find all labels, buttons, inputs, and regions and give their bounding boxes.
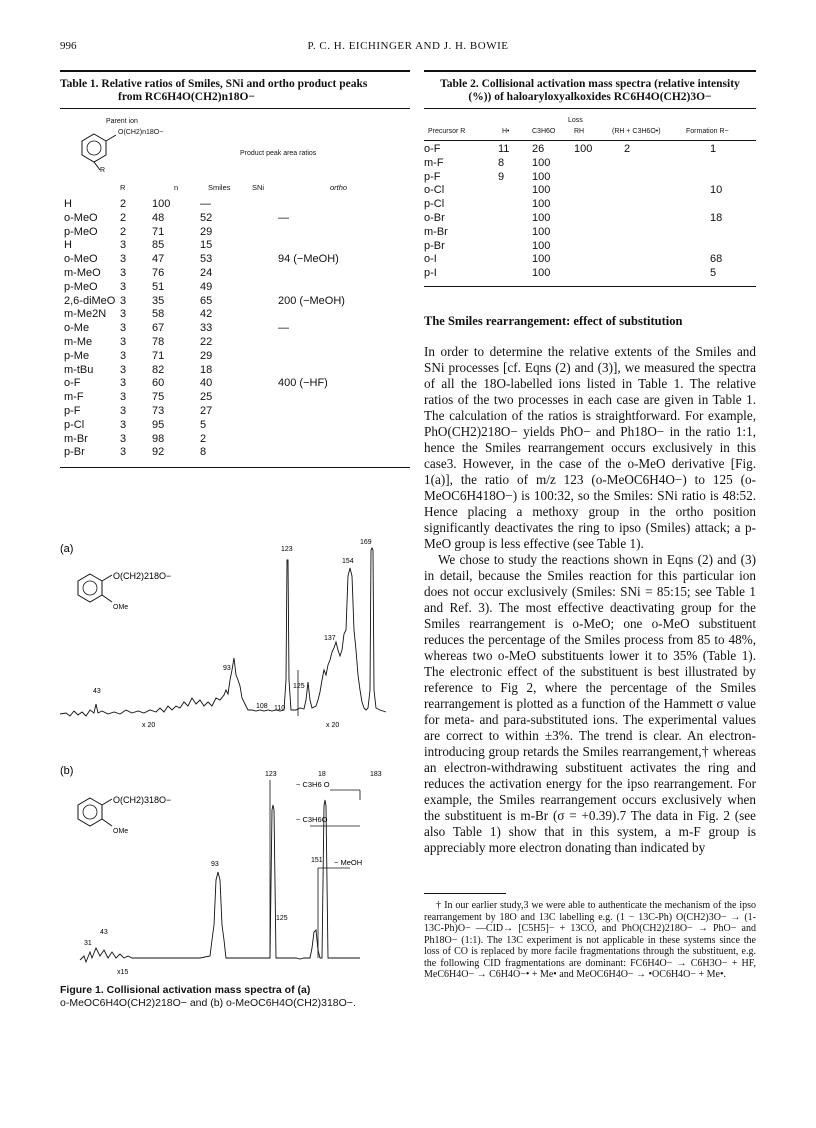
table2-cell: 100 <box>532 225 551 238</box>
panel-a-structure-label: O(CH2)218O− <box>113 571 172 581</box>
table2-cell: 100 <box>532 156 551 169</box>
table2-cell: 100 <box>532 212 551 224</box>
table2-row <box>424 157 756 168</box>
table1-cell: 3 <box>120 377 127 390</box>
figure1-caption-line2: o-MeOC6H4O(CH2)218O− and (b) o-MeOC6H4O(CH2)318O−. <box>60 996 356 1009</box>
table2-header-rule <box>424 140 756 141</box>
table2-row <box>424 143 756 154</box>
table1-cell: 8 <box>200 446 207 459</box>
table1-cell: 22 <box>200 336 213 348</box>
panel-b-annotation-c3h6o-18: − C3H6 O <box>296 780 330 789</box>
table1-caption-line2: from RC6H4O(CH2)n18O− <box>118 91 255 103</box>
table1-cell: 3 <box>120 432 127 445</box>
footnote-text: † In our earlier study,3 we were able to authenticate the mechanism of the ipso rearrangement by 18O and 13C labelling e.g. (1 − 13C-Ph) O(CH2)3O− → (1-13C-Ph)O− —CID→ [C5H5]− + 13CO, and PhO(CH2)218O− → PhO− and Ph18O− (1:1). The 13C experiment is not applicable in these systems since the loss of CO is replaced by more facile fragmentations through the substituent, e.g. the following CID fragmentations are dominant: FC6H4O− → C6H3O− + HF, MeC6H4O− → C6H4O−• + Me• and MeOC6H4O− → •OC6H4O− + Me•. <box>424 900 756 980</box>
table2-row <box>424 267 756 278</box>
table1-cell: 3 <box>120 322 127 335</box>
table2-cell: o-F <box>424 143 441 155</box>
table2-cell: m-Br <box>424 225 448 238</box>
table1-cell: 24 <box>200 267 213 279</box>
table2-cell: 5 <box>710 267 717 280</box>
table1-cell: m-F <box>64 391 84 404</box>
table2-col-c3h6o: C3H6O <box>532 128 556 135</box>
panel-b-peak-31: 31 <box>84 940 92 947</box>
table2-cell: 8 <box>498 156 505 169</box>
table2-cell: 100 <box>532 170 551 183</box>
table1-cell: 2 <box>120 198 127 210</box>
table1-cell: 94 (−MeOH) <box>278 253 339 266</box>
table1-row <box>64 253 404 264</box>
figure1-caption <box>60 984 410 1009</box>
body-paragraph-1: In order to determine the relative extents of the Smiles and SNi processes [cf. Eqns (2) and (3)], we measured the spectra of all the 18O-labelled ions listed in Table 1. The relative ratios of the two processes in each case are given in Table 1. The calculation of the ratios is straightforward. For example, PhO(CH2)218O− yields PhO− and Ph18O− in the ratio 1:1, hence the Smiles rearrangement occurs exclusively in this case3. However, in the case of the o-MeO derivative [Fig. 1(a)], the ratio of m/z 123 (o-MeOC6H4O−) to 125 (o-MeOC6H418O−) is 100:32, so the Smiles: SNi ratio is 48:52. Hence placing a methoxy group in the ortho position significantly deactivates the ring to ipso (Smiles) attack; a p-MeO group is less effective (see Table 1). <box>424 344 756 551</box>
panel-b-annotation-c3h6o: − C3H6O <box>296 815 328 824</box>
table2-cell: 10 <box>710 184 723 197</box>
table1-structure-substituent: R <box>100 167 106 174</box>
table1-row <box>64 322 404 333</box>
table1-cell: 2 <box>120 225 127 238</box>
table1-cell: 95 <box>152 418 165 431</box>
table1-cell: 35 <box>152 294 165 307</box>
table1-cell: 85 <box>152 239 165 252</box>
table2-header-row <box>424 128 756 140</box>
table1-body <box>64 198 410 460</box>
table2-row <box>424 253 756 264</box>
table1-cell: — <box>278 322 289 335</box>
table1-cell: 58 <box>152 308 165 321</box>
panel-a-peak-137: 137 <box>324 635 336 642</box>
table1-cell: 5 <box>200 418 207 431</box>
table1-cell: 51 <box>152 280 165 293</box>
table1-cell: 73 <box>152 405 165 417</box>
table1-cell: 65 <box>200 294 213 307</box>
table1-cell: 29 <box>200 225 213 238</box>
table1-row <box>64 295 404 306</box>
table1-cell: 76 <box>152 267 165 279</box>
footnote-rule <box>424 893 506 894</box>
table2-caption <box>424 78 756 104</box>
table2-col-h: H• <box>502 128 510 135</box>
table1-cell: 3 <box>120 267 127 279</box>
table1-structure-label: O(CH2)n18O− <box>118 129 164 136</box>
panel-b-peak-125: 125 <box>276 915 288 922</box>
panel-b-structure <box>78 795 171 835</box>
table1-row <box>64 336 404 347</box>
table1-cell: 3 <box>120 349 127 362</box>
table1-row <box>64 198 404 209</box>
table1-col-r: R <box>120 183 126 192</box>
table1-col-n: n <box>174 183 179 192</box>
table1-cell: 71 <box>152 349 165 362</box>
panel-a-structure <box>78 571 171 611</box>
table1-top-rule <box>60 70 410 72</box>
figure1-panel-a <box>60 539 386 729</box>
table1-cell: 78 <box>152 336 165 348</box>
table2-row <box>424 212 756 223</box>
table1-cell: 3 <box>120 446 127 459</box>
table1-cell: m-tBu <box>64 363 94 376</box>
table2-top-rule <box>424 70 756 72</box>
table2-cell: 100 <box>532 184 551 197</box>
panel-a-peak-125: 125 <box>293 683 305 690</box>
table1-cell: H <box>64 198 72 210</box>
table1-cell: 71 <box>152 225 165 238</box>
panel-b-magnification: x15 <box>117 969 129 976</box>
table2-cell: 68 <box>710 253 723 266</box>
table1-header-row <box>60 183 410 195</box>
table1-cell: 15 <box>200 239 213 252</box>
panel-a-label: (a) <box>60 543 74 555</box>
panel-a-substituent: OMe <box>113 604 129 611</box>
table1-cell: p-Cl <box>64 418 85 431</box>
table1-cell: 2 <box>200 432 207 445</box>
table2-cell: p-Br <box>424 239 445 252</box>
table1-cell: 82 <box>152 363 165 376</box>
table2-loss-label: Loss <box>568 117 583 124</box>
panel-a-peak-169: 169 <box>360 539 372 546</box>
table1-cell: 3 <box>120 336 127 348</box>
table1-row <box>64 433 404 444</box>
table2-caption-line1: Table 2. Collisional activation mass spectra (relative intensity <box>440 78 740 90</box>
table1-cell: 3 <box>120 253 127 266</box>
panel-a-peak-43: 43 <box>93 688 101 695</box>
table1-parent-ion-label: Parent ion <box>106 118 138 125</box>
table1-row <box>64 419 404 430</box>
table2-cell: 1 <box>710 143 717 155</box>
table1-cell: 33 <box>200 322 213 335</box>
table1-cell: 18 <box>200 363 213 376</box>
table2-cell: o-Cl <box>424 184 445 197</box>
table1-cell: 29 <box>200 349 213 362</box>
table2-cell: 100 <box>532 198 551 211</box>
table2-row <box>424 184 756 195</box>
table2-col-rh-c3h6o: (RH + C3H6O•) <box>612 128 661 135</box>
table1-cell: m-MeO <box>64 267 101 279</box>
table1-cell: 27 <box>200 405 213 417</box>
table1-cell: 3 <box>120 294 127 307</box>
panel-b-peak-151: 151 <box>311 857 323 864</box>
panel-a-peak-154: 154 <box>342 558 354 565</box>
table1-cell: — <box>200 198 211 210</box>
table2-row <box>424 171 756 182</box>
footnote <box>424 900 756 981</box>
table2-cell: 100 <box>532 253 551 266</box>
panel-b-structure-label: O(CH2)318O− <box>113 795 172 805</box>
table1-cell: p-Br <box>64 446 85 459</box>
panel-b-peak-18: 18 <box>318 771 326 778</box>
table1-cell: m-Me <box>64 336 93 348</box>
table2-row <box>424 226 756 237</box>
table1-cell: 3 <box>120 405 127 417</box>
figure1-panel-b <box>60 765 382 976</box>
panel-b-label: (b) <box>60 765 74 777</box>
table1-cell: 92 <box>152 446 165 459</box>
table1-cell: 400 (−HF) <box>278 377 328 390</box>
table2-cell: 2 <box>624 143 631 155</box>
table2-cell: 100 <box>574 143 593 155</box>
table2-col-precursor: Precursor R <box>428 128 466 135</box>
body-paragraph-2: We chose to study the reactions shown in Eqns (2) and (3) in detail, because the Smiles reaction for this particular ion does not occur exclusively (Smiles: SNi = 85:15; see Table 1 and Ref. 3). The most effective deactivating group for the Smiles rearrangement is o-MeO; one o-MeO substituent reduces the percentage of the Smiles process from 85 to 48%, whereas two o-MeO substituents lower it to 35% (Table 1). The electronic effect of the substituent is best illustrated by reference to Fig 2, where the percentage of the Smiles rearrangement is plotted as a function of the Hammett σ value for meta- and para-substituted ions. The experimental values are correct to within ±3%. The trend is clear. An electron-introducing group retards the Smiles rearrangement,† whereas an electron-withdrawing substituent activates the ring and reduces the activation energy for the ipso rearrangement. For example, the Smiles rearrangement occurs exclusively when the substituent is m-Br (σ = +0.39).7 The data in Fig. 2 (see also Table 1) show that in this system, a m-F group is appreciably more electron donating than indicated by <box>424 552 756 855</box>
table2-cell: 11 <box>498 143 510 155</box>
table1-caption-rule <box>60 108 410 109</box>
table1-row <box>64 446 404 457</box>
table1-cell: 3 <box>120 418 127 431</box>
table2-caption-rule <box>424 108 756 109</box>
table1-cell: 25 <box>200 391 213 404</box>
panel-a-trace <box>60 548 386 716</box>
section-heading: The Smiles rearrangement: effect of substitution <box>424 314 683 328</box>
table1-cell: 40 <box>200 377 213 390</box>
table1-cell: 75 <box>152 391 165 404</box>
table1-cell: p-MeO <box>64 280 98 293</box>
table1-row <box>64 350 404 361</box>
table1-cell: 52 <box>200 211 213 224</box>
panel-a-peak-93: 93 <box>223 665 231 672</box>
table2-cell: p-F <box>424 170 441 183</box>
table1-cell: p-MeO <box>64 225 98 238</box>
panel-a-peak-108: 108 <box>256 703 268 710</box>
table1-cell: — <box>278 211 289 224</box>
table2-cell: m-F <box>424 156 444 169</box>
table2-col-formation: Formation R− <box>686 128 729 135</box>
panel-b-peak-93: 93 <box>211 861 219 868</box>
panel-b-substituent: OMe <box>113 828 129 835</box>
table1-cell: H <box>64 239 72 252</box>
table1-row <box>64 377 404 388</box>
panel-a-peak-110: 110 <box>274 705 286 712</box>
table1-cell: 3 <box>120 239 127 252</box>
table1-cell: 49 <box>200 280 213 293</box>
table1-cell: m-Me2N <box>64 308 107 321</box>
table1-cell: 98 <box>152 432 165 445</box>
table2-cell: 100 <box>532 239 551 252</box>
table1-row <box>64 308 404 319</box>
panel-a-magnification-left: x 20 <box>142 722 156 729</box>
table1-cell: 200 (−MeOH) <box>278 294 345 307</box>
table1-row <box>64 364 404 375</box>
table1-cell: 3 <box>120 308 127 321</box>
table1-cell: 3 <box>120 391 127 404</box>
table2-cell: p-Cl <box>424 198 445 211</box>
table2-cell: 9 <box>498 170 505 183</box>
body-text <box>424 344 756 856</box>
table1-cell: o-F <box>64 377 81 390</box>
table1-row <box>64 212 404 223</box>
panel-a-magnification-right: x 20 <box>326 722 340 729</box>
table1-cell: 2 <box>120 211 127 224</box>
table2-bottom-rule <box>424 286 756 287</box>
table2-cell: 18 <box>710 212 723 224</box>
table1-row <box>64 239 404 250</box>
table1-row <box>64 281 404 292</box>
table1-product-header: Product peak area ratios <box>240 150 317 157</box>
table1-cell: p-F <box>64 405 81 417</box>
table2-col-rh: RH <box>574 128 585 135</box>
table1-cell: 47 <box>152 253 165 266</box>
table1-row <box>64 405 404 416</box>
figure1-spectra <box>60 530 410 982</box>
table1-col-smiles: Smiles <box>208 183 231 192</box>
table2-row <box>424 198 756 209</box>
table1-caption <box>60 78 410 104</box>
table1-cell: m-Br <box>64 432 88 445</box>
table1-col-ortho: ortho <box>330 183 348 192</box>
page-number: 996 <box>60 40 77 52</box>
table2-cell: 26 <box>532 143 545 155</box>
table1-cell: o-MeO <box>64 253 98 266</box>
panel-b-annotation-meoh: − MeOH <box>334 858 363 867</box>
table2-row <box>424 240 756 251</box>
table1-cell: 100 <box>152 198 171 210</box>
table2-cell: 100 <box>532 267 551 280</box>
table1-row <box>64 391 404 402</box>
table1-cell: 53 <box>200 253 213 266</box>
table1-cell: 60 <box>152 377 165 390</box>
panel-b-peak-43: 43 <box>100 929 108 936</box>
table1-row <box>64 267 404 278</box>
table1-row <box>64 226 404 237</box>
table1-cell: 3 <box>120 280 127 293</box>
table1-col-sni: SNi <box>252 183 265 192</box>
figure1-caption-line1: Figure 1. Collisional activation mass spectra of (a) <box>60 984 311 996</box>
panel-b-peak-183: 183 <box>370 771 382 778</box>
table1-bottom-rule <box>60 467 410 468</box>
table1-cell: o-Me <box>64 322 90 335</box>
table1-cell: 42 <box>200 308 213 321</box>
table1-cell: p-Me <box>64 349 90 362</box>
table2-cell: p-I <box>424 267 437 280</box>
panel-a-peak-123: 123 <box>281 546 293 553</box>
table1-cell: o-MeO <box>64 211 98 224</box>
running-title: P. C. H. EICHINGER AND J. H. BOWIE <box>307 40 509 52</box>
table1-caption-line1: Table 1. Relative ratios of Smiles, SNi and ortho product peaks <box>60 78 368 90</box>
table1-cell: 48 <box>152 211 165 224</box>
table1-cell: 3 <box>120 363 127 376</box>
table1-cell: 67 <box>152 322 165 335</box>
table2-cell: o-Br <box>424 212 445 224</box>
table2-cell: o-I <box>424 253 437 266</box>
panel-b-peak-123: 123 <box>265 771 277 778</box>
table1-cell: 2,6-diMeO <box>64 294 116 307</box>
table2-body <box>424 143 756 283</box>
table2-caption-line2: (%)) of haloaryloxyalkoxides RC6H4O(CH2)3O− <box>468 91 712 103</box>
